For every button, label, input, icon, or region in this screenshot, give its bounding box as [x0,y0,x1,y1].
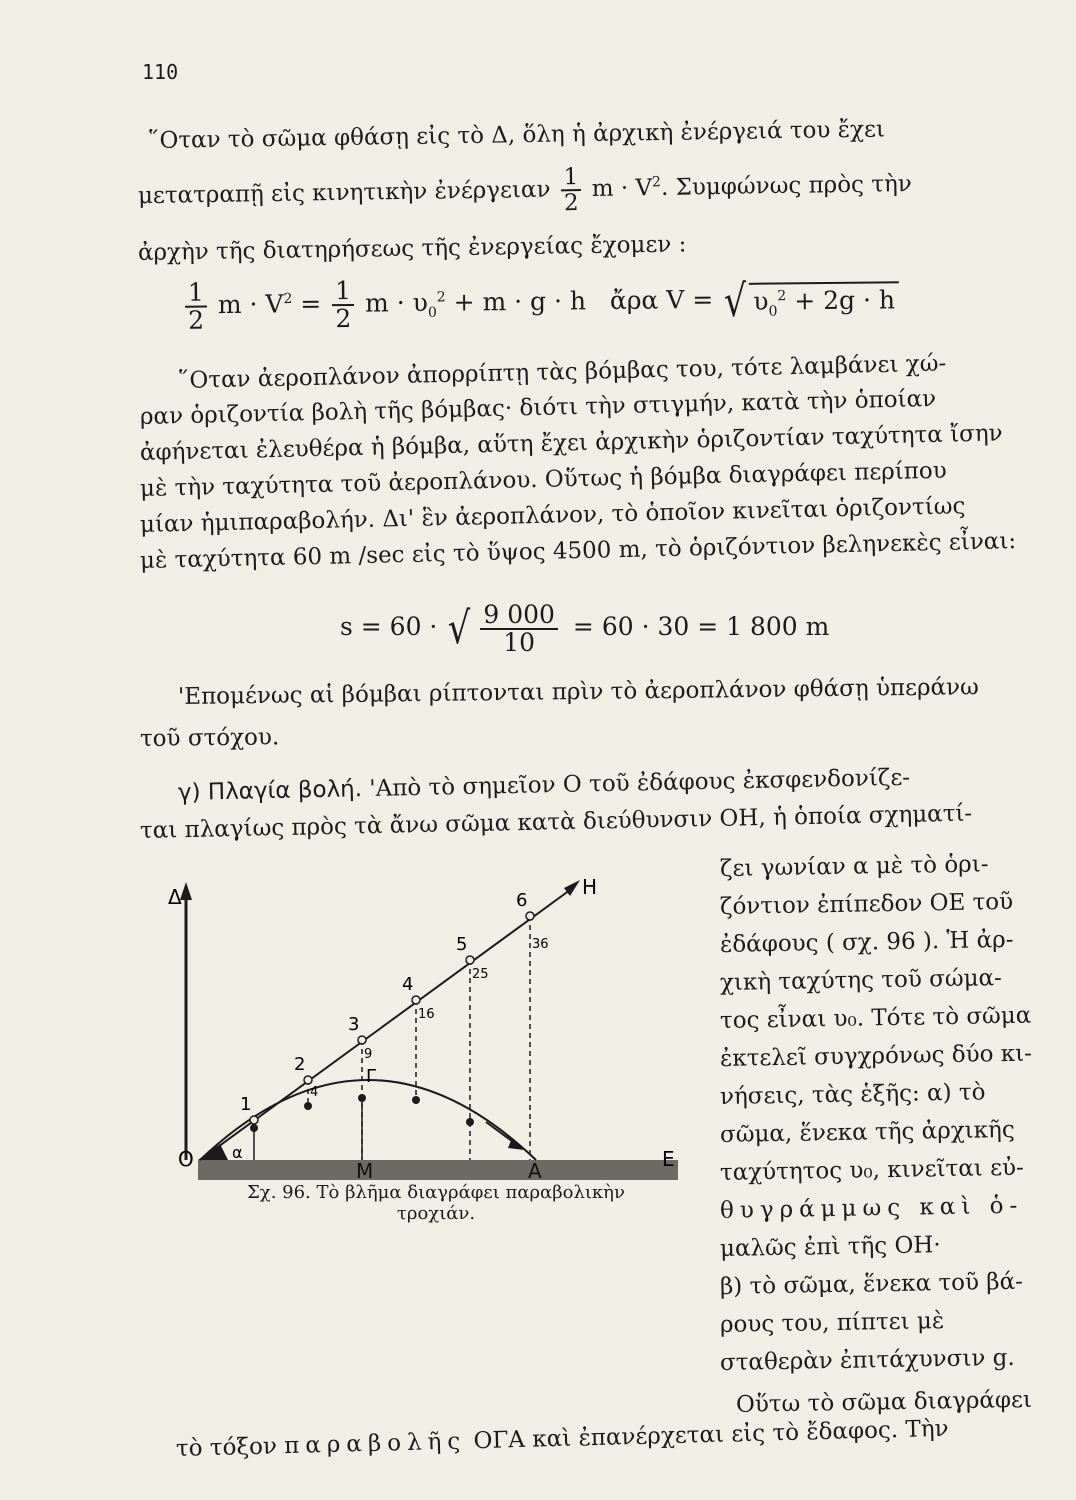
text-line: ἀρχὴν τῆς διατηρήσεως τῆς ἐνεργείας ἔχομεν : [137,231,687,266]
text-line: τοῦ στόχου. [139,724,280,752]
text-line [176,1416,949,1462]
label-H: Η [582,875,598,899]
point-marker [466,956,474,964]
denominator: 2 [563,190,579,217]
radicand [473,600,565,657]
point-marker [304,1076,312,1084]
text-span: m · V [591,175,653,203]
text-line: 'Επομένως αἱ βόμβαι ρίπτονται πρὶν τὸ ἀεροπλάνον φθάσῃ ὑπεράνω [177,674,979,710]
text-line: μὲ τὴν ταχύτητα τοῦ ἀεροπλάνου. Οὕτως ἡ βόμβα διαγράφει περίπου [139,457,947,502]
formula-term: υ [753,286,769,316]
drop-label: 16 [418,1007,435,1022]
text-line: ρους του, πίπτει μὲ [719,1308,945,1338]
text-line: ῞Οταν ἀεροπλάνον ἀπορρίπτῃ τὰς βόμβας του, τότε λαμβάνει χώ- [177,350,947,394]
denominator: 2 [335,304,352,334]
trajectory-point [466,1118,474,1126]
text-line: σῶμα, ἕνεκα τῆς ἀρχικῆς [719,1116,1015,1148]
text-line: β) τὸ σῶμα, ἕνεκα τοῦ βά- [719,1268,1024,1300]
trajectory-point [412,1096,420,1104]
denominator: 10 [503,628,536,658]
formula-term: s = 60 · [340,611,438,641]
point-label: 6 [516,890,528,911]
numerator: 1 [185,279,207,307]
point-label: 2 [294,1054,306,1075]
text-span: . Συμφώνως πρὸς τὴν [660,170,912,201]
formula-term: m · υ [364,287,428,318]
projectile-figure [168,860,708,1180]
label-delta: Δ [168,885,182,909]
point-label: 4 [402,974,414,995]
text-span: ΟΓΑ καὶ ἐπανέρχεται εἰς τὸ ἔδαφος. Τὴν [473,1415,949,1455]
formula-term: + m · g · h [453,286,587,317]
ground-band [198,1160,678,1180]
superscript: 2 [436,289,446,306]
trajectory-point [304,1102,312,1110]
text-line: μαλῶς ἐπὶ τῆς ΟΗ· [719,1232,941,1262]
fraction [480,602,558,657]
drop-label: 4 [310,1085,319,1100]
page-number: 110 [142,60,179,84]
point-label: 3 [348,1014,360,1035]
superscript: 2 [651,174,662,191]
point-marker [250,1116,258,1124]
equals-sign: = [300,289,322,319]
label-M: Μ [356,1159,374,1180]
text-span: παραβολῆς [283,1428,467,1460]
formula-term: + 2g · h [794,285,896,316]
fraction [332,275,354,334]
subscript: 0 [768,303,778,320]
text-line: τος εἶναι υ₀. Τότε τὸ σῶμα [719,1002,1032,1034]
superscript: 2 [283,291,293,308]
text-line: μίαν ἡμιπαραβολήν. Δι' ἓν ἀεροπλάνον, τὸ ὁποῖον κινεῖται ὁριζοντίως [139,493,966,538]
trajectory-point [250,1124,258,1132]
formula-term: m · V [217,289,284,320]
square-root [445,600,565,657]
text-line: ἐκτελεῖ συγχρόνως δύο κι- [719,1040,1033,1072]
fraction [185,279,207,334]
text-line: Οὕτω τὸ σῶμα διαγράφει [735,1386,1033,1418]
denominator: 2 [188,305,205,335]
radical-sign-icon: √ [723,275,747,327]
caption-line: Σχ. 96. Τὸ βλῆμα διαγράφει παραβολικὴν [247,1182,625,1203]
text-line: ζόντιον ἐπίπεδον ΟΕ τοῦ [719,888,1014,920]
numerator: 1 [560,165,581,191]
point-label: 5 [456,934,468,955]
arrow-head-icon [180,882,192,900]
drop-label: 36 [532,937,549,952]
radicand [749,281,899,320]
label-O: Ο [178,1147,194,1171]
fraction [560,165,581,216]
text-line: θυγράμμως καὶ ὁ- [719,1192,1024,1224]
text-line: ἀφήνεται ἐλευθέρα ἡ βόμβα, αὕτη ἔχει ἀρχικὴν ὁριζοντίαν ταχύτητα ἴσην [139,420,1003,466]
text-line [178,765,911,806]
label-A: Α [528,1159,542,1180]
point-label: 1 [240,1094,252,1115]
text-line: ῞Οταν τὸ σῶμα φθάσῃ εἰς τὸ Δ, ὅλη ἡ ἀρχικὴ ἐνέργειά του ἔχει [147,116,886,154]
label-G: Γ [366,1066,377,1087]
range-formula [340,600,829,657]
energy-formula [182,272,900,334]
formula-term: ἄρα V = [609,284,714,316]
point-marker [526,912,534,920]
numerator: 9 000 [480,602,558,630]
numerator: 1 [332,278,354,306]
text-line: ταχύτητος υ₀, κινεῖται εὐ- [719,1154,1025,1186]
radical-sign-icon: √ [448,602,471,654]
formula-term: = 60 · 30 = 1 800 m [572,611,830,641]
text-line: μὲ ταχύτητα 60 m /sec εἰς τὸ ὕψος 4500 m, τὸ ὁριζόντιον βεληνεκὲς εἶναι: [139,528,1017,574]
label-E: Ε [662,1147,675,1171]
point-marker [358,1036,366,1044]
trajectory-point [358,1094,366,1102]
text-line: ται πλαγίως πρὸς τὰ ἄνω σῶμα κατὰ διεύθυνσιν ΟΗ, ἡ ὁποία σχηματί- [139,800,973,844]
text-span: τὸ τόξον [175,1433,278,1462]
text-span: μετατραπῇ εἰς κινητικὴν ἐνέργειαν [137,176,551,210]
text-line: νήσεις, τὰς ἑξῆς: α) τὸ [719,1079,986,1110]
figure-caption [176,1182,696,1224]
text-span: 'Απὸ τὸ σημεῖον Ο τοῦ ἐδάφους ἐκσφενδονίζε- [369,764,911,802]
text-line: σταθερὰν ἐπιτάχυνσιν g. [719,1344,1015,1376]
section-title: γ) Πλαγία βολή. [177,776,363,806]
square-root [721,274,899,327]
superscript: 2 [777,287,787,304]
drop-label: 9 [364,1047,373,1062]
text-line [138,160,913,222]
caption-line: τροχιάν. [396,1203,476,1224]
point-marker [412,996,420,1004]
drop-label: 25 [472,967,489,982]
text-line: ζει γωνίαν α μὲ τὸ ὁρι- [719,851,989,882]
text-line: ραν ὁριζοντία βολὴ τῆς βόμβας· διότι τὴν στιγμήν, κατὰ τὴν ὁποίαν [139,385,937,430]
subscript: 0 [427,304,437,321]
text-line: χικὴ ταχύτης τοῦ σώμα- [719,965,1003,996]
text-line: ἐδάφους ( σχ. 96 ). Ἡ ἀρ- [719,926,1014,958]
label-alpha: α [232,1143,243,1162]
